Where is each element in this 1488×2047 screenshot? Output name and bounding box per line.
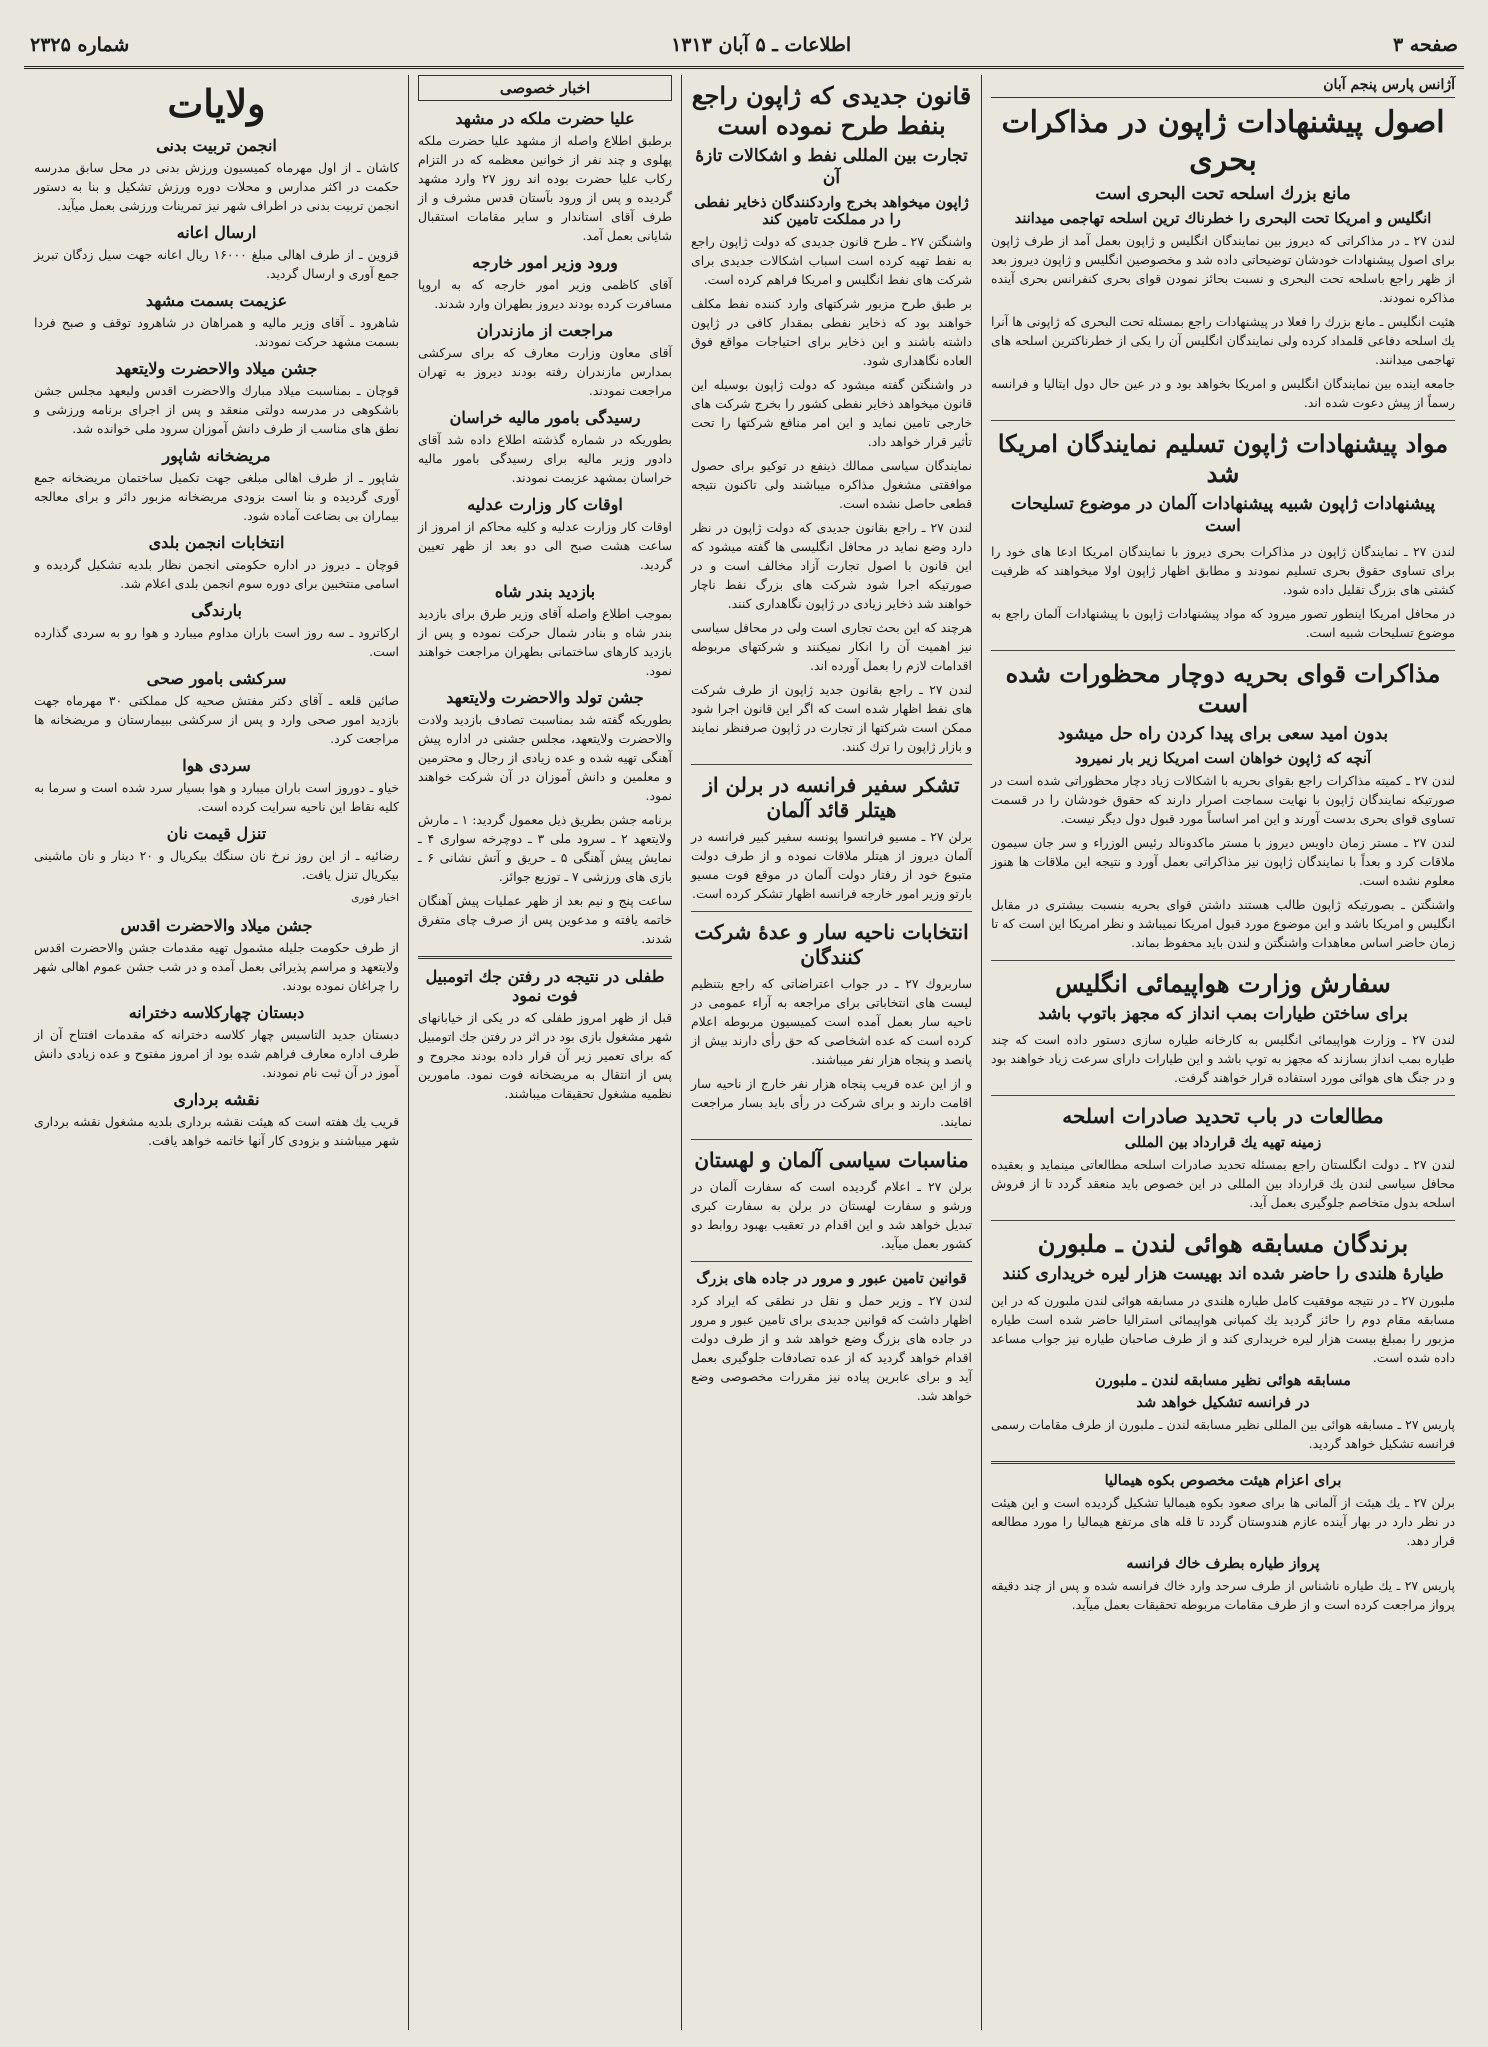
news-title: ورود وزیر امور خارجه bbox=[472, 253, 618, 272]
columns bbox=[24, 75, 1464, 2030]
divider bbox=[991, 1220, 1455, 1221]
column-provinces bbox=[25, 75, 409, 2030]
article-paragraph: و از این عده قریب پنجاه هزار نفر خارج از ناحیه سار اقامت دارند و برای شرکت در رأی باید بسار مراجعت نمایند. bbox=[691, 1076, 972, 1130]
article-subheadline: زمینه تهیه یك قرارداد بین المللی bbox=[1124, 1134, 1322, 1152]
news-paragraph: بطوریکه گفته شد بمناسبت تصادف بازدید ولادت والاحضرت ولایتعهد، مجلس جشنی در اداره پیش آهنگی تهیه شده و عده زیادی از رجال و محترمین و معلمین و دانش آموزان در آن شرکت خواهند نمود. bbox=[418, 712, 672, 803]
news-paragraph: قوچان ـ بمناسبت میلاد مبارك والاحضرت اقدس ولیعهد مجلس جشن باشکوهی در مدرسه دولتی منعقد و پس از اجرای برنامه ورزشی و نطق های مناسب از طرف دانش آموزان سرود ملی خوانده شد. bbox=[34, 383, 399, 436]
article-headline: برندگان مسابقه هوائی لندن ـ ملبورن bbox=[1037, 1229, 1409, 1259]
news-paragraph: آقای کاظمی وزیر امور خارجه که به اروپا مسافرت کرده بودند دیروز بطهران وارد شدند. bbox=[418, 277, 672, 311]
news-paragraph: رضائیه ـ از این روز نرخ نان سنگك بیکریال و ۲۰ دینار و نان ماشینی بیکریال تنزل یافت. bbox=[34, 848, 399, 882]
column-japan-oil bbox=[682, 75, 982, 2030]
article-paragraph: واشنگتن ۲۷ ـ طرح قانون جدیدی که دولت ژاپون راجع به نفط تهیه کرده است اسباب اشکالات جدیدی برای شرکت های نفط انگلیس و امریکا فراهم کرده است. bbox=[691, 234, 973, 288]
news-title: علیا حضرت ملکه در مشهد bbox=[455, 109, 635, 128]
news-title: مریضخانه شاپور bbox=[162, 446, 271, 465]
article-paragraph: برلن ۲۷ ـ اعلام گردیده است که سفارت آلمان در ورشو و سفارت لهستان در برلن به سفارت کبری تبدیل خواهد شد و این اقدام در تعقیب بهبود روابط دو کشور بعمل میآید. bbox=[691, 1179, 972, 1252]
article-paragraph: برلن ۲۷ ـ مسیو فرانسوا پونسه سفیر کبیر فرانسه در آلمان دیروز از هیتلر ملاقات نموده و از طرف دولت متبوع خود از رفتار دولت آلمان در موقع فوت مسیو بارتو وزیر امور خارجه فرانسه اظهار تشکر کرده است. bbox=[691, 829, 972, 902]
divider bbox=[991, 1461, 1455, 1464]
news-paragraph: از طرف حکومت جلیله مشمول تهیه مقدمات جشن والاحضرت اقدس ولایتعهد و مراسم پذیرائی بعمل آمده و در شب جشن عموم اهالی شهر را چراغان نموده بودند. bbox=[34, 940, 399, 993]
agency-line: آژانس پارس پنجم آبان bbox=[991, 75, 1455, 98]
article-subheadline: بدون امید سعی برای پیدا کردن راه حل میشود bbox=[1057, 724, 1389, 745]
section-title: ولایات bbox=[167, 81, 266, 126]
divider bbox=[418, 956, 672, 959]
news-title: جشن میلاد والاحضرت اقدس bbox=[120, 916, 313, 935]
news-title: جشن تولد والاحضرت ولایتعهد bbox=[446, 688, 644, 707]
article-headline: مذاکرات قوای بحریه دوچار محظورات شده است bbox=[1005, 659, 1441, 719]
paper-date: اطلاعات ـ ۵ آبان ۱۳۱۳ bbox=[671, 34, 852, 56]
article-headline: انتخابات ناحیه سار و عدهٔ شرکت کنندگان bbox=[694, 920, 969, 970]
news-title: دبستان چهارکلاسه دخترانه bbox=[128, 1003, 305, 1022]
divider bbox=[691, 911, 972, 912]
article-paragraph: لندن ۲۷ ـ نمایندگان ژاپون در مذاکرات بحری دیروز با نمایندگان امریکا ادعا های خود را برای تساوی حقوق بحری تسلیم نمودند و مطابق اظهار ژاپون اولا میخواهند که ظرفیت کشتی های بزرگ تقلیل داده شود. bbox=[991, 544, 1455, 598]
divider bbox=[991, 960, 1455, 961]
news-title: مراجعت از مازندران bbox=[476, 321, 614, 340]
news-title: ارسال اعانه bbox=[176, 223, 257, 242]
article-subheadline: تجارت بین المللی نفط و اشکالات تازهٔ آن bbox=[695, 146, 968, 189]
divider bbox=[991, 420, 1455, 421]
news-paragraph: برنامه جشن بطریق ذیل معمول گردید: ۱ ـ مارش ولایتعهد ۲ ـ سرود ملی ۳ ـ دوچرخه سواری ۴ ـ نمایش پیش آهنگی ۵ ـ حریق و آتش نشانی ۶ ـ بازی های ورزشی ۷ ـ توزیع جوائز. bbox=[418, 812, 673, 884]
column-private-news bbox=[409, 75, 682, 2030]
article-headline: مطالعات در باب تحدید صادرات اسلحه bbox=[1062, 1104, 1384, 1129]
article-headline: تشکر سفیر فرانسه در برلن از هیتلر قائد آلمان bbox=[703, 773, 960, 823]
issue-number: شماره ۲۳۲۵ bbox=[30, 34, 130, 56]
news-paragraph: شاهرود ـ آقای وزیر مالیه و همراهان در شاهرود توقف و صبح فردا بسمت مشهد حرکت نمودند. bbox=[34, 315, 399, 349]
news-paragraph: قزوین ـ از طرف اهالی مبلغ ۱۶۰۰۰ ریال اعانه جهت سیل زدگان تبریز جمع آوری و ارسال گردید. bbox=[34, 247, 399, 281]
article-paragraph: پاریس ۲۷ ـ یك طیاره ناشناس از طرف سرحد وارد خاك فرانسه شده و پس از چند دقیقه پرواز مراجعت کرده است و از طرف مقامات مربوطه تحقیقات بعمل میآید. bbox=[991, 1577, 1455, 1612]
divider bbox=[691, 1139, 972, 1140]
article-paragraph: در واشنگتن گفته میشود که دولت ژاپون بوسیله این قانون میخواهد ذخایر نفطی کشور را بخرج شرکت های خارجی تامین نماید و این امر منافع شرکتها را تحت تأثیر قرار خواهد داد. bbox=[691, 377, 972, 450]
article-subheadline: ژاپون میخواهد بخرج واردکنندگان ذخایر نفطی را در مملکت تامین کند bbox=[694, 194, 969, 229]
article-subheadline: برای ساختن طیارات بمب انداز که مجهز باتوپ باشد bbox=[1038, 1004, 1408, 1025]
news-title: جشن میلاد والاحضرت ولایتعهد bbox=[115, 359, 318, 378]
news-paragraph: آقای معاون وزارت معارف که برای سرکشی بمدارس مازندران رفته بودند دیروز به تهران مراجعت نمودند. bbox=[418, 345, 672, 398]
article-paragraph: بر طبق طرح مزبور شرکتهای وارد کننده نفط مکلف خواهند بود که ذخایر نفطی بمقدار کافی در ژاپون داشته باشند و این ذخایر برای احتیاجات مواقع فوق العاده نگاهداری شود. bbox=[691, 296, 972, 369]
page-number-label: صفحه ۳ bbox=[1392, 34, 1458, 56]
news-title: عزیمت بسمت مشهد bbox=[145, 291, 288, 310]
article-paragraph: واشنگتن ـ بصورتیکه ژاپون طالب هستند داشتن قوای بحریه بنسبت بیشتری در مقابل انگلیس و امریکا باشد و این موضوع مورد قبول امریکا نمیباشد و نظر امریکا این است که تا زمان حاضر اساس معاهدات واشنگتن و لندن باید محفوظ بماند. bbox=[991, 897, 1455, 951]
news-title: انتخابات انجمن بلدی bbox=[148, 533, 285, 552]
news-title: رسیدگی بامور مالیه خراسان bbox=[449, 408, 641, 427]
article-paragraph: لندن ۲۷ ـ راجع بقانون جدیدی که دولت ژاپون در نظر دارد وضع نماید در محافل انگلیسی ها گفته میشود که این قانون با اصول تجارت آزاد مخالف است و در صورتیکه اجرا شود شرکت های بزرگ نفط ناچار خواهند شد ذخایر زیادی در ژاپون نگاهداری کنند. bbox=[691, 520, 972, 612]
news-title: سرکشی بامور صحی bbox=[146, 669, 287, 688]
small-note: اخبار فوری bbox=[351, 892, 399, 904]
article-headline: سفارش وزارت هواپیمائی انگلیس bbox=[1055, 969, 1391, 999]
news-paragraph: دبستان جدید التاسیس چهار کلاسه دخترانه که مقدمات افتتاح آن از طرف اداره معارف فراهم شده بود از امروز مفتوح و عده زیادی دانش آموز در آن ثبت نام نمودند. bbox=[34, 1027, 399, 1080]
news-paragraph: بموجب اطلاع واصله آقای وزیر طرق برای بازدید بندر شاه و بنادر شمال حرکت نموده و پس از بازدید کارهای ساختمانی بطهران مراجعت خواهند نمود. bbox=[418, 606, 672, 678]
news-paragraph: صائین قلعه ـ آقای دکتر مفتش صحیه کل مملکتی ۳۰ مهرماه جهت بازدید امور صحی وارد و پس از سرکشی ببیمارستان و مریضخانه ها مراجعت کرد. bbox=[34, 693, 399, 746]
page-header bbox=[24, 28, 1464, 69]
article-paragraph: در محافل امریکا اینطور تصور میرود که مواد پیشنهادات ژاپون با پیشنهادات آلمان راجع به موضوع تسلیحات شبیه است. bbox=[991, 606, 1455, 641]
article-paragraph: لندن ۲۷ ـ کمیته مذاکرات راجع بقوای بحریه با اشکالات زیاد دچار محظوراتی شده است در صورتیکه نمایندگان ژاپون با نهایت سماجت اصرار دارند که حقوق خودشان را در قسمت تساوی قوای بحری بدست آورند و این امر اساساً مورد قبول دول دیگر نیست. bbox=[991, 773, 1455, 827]
news-paragraph: خیاو ـ دوروز است باران میبارد و هوا بسیار سرد شده است و سرما به کلیه نقاط این ناحیه سرایت کرده است. bbox=[34, 780, 399, 814]
news-paragraph: بطوریکه در شماره گذشته اطلاع داده شد آقای دادور وزیر مالیه برای رسیدگی بامور مالیه خراسان بمشهد عزیمت نمودند. bbox=[418, 432, 672, 485]
article-paragraph: برلن ۲۷ ـ یك هیئت از آلمانی ها برای صعود بکوه هیمالیا تشکیل گردیده است و این هیئت در نظر دارد در بهار آینده عازم هندوستان گردد تا قله های مرتفع هیمالیا را مورد مطالعه قرار دهد. bbox=[991, 1494, 1456, 1548]
article-headline: اصول پیشنهادات ژاپون در مذاکرات بحری bbox=[1001, 105, 1445, 178]
article-paragraph: لندن ۲۷ ـ وزارت هواپیمائی انگلیس به کارخانه طیاره سازی دستور داده است که چند طیاره بمب انداز بسازند که مجهز به توپ باشد و این طیارات دارای سرعت زیاد خواهند بود و در جنگ های هوائی مورد استفاده قرار خواهند گرفت. bbox=[991, 1032, 1455, 1086]
article-subheadline: آنچه که ژاپون خواهان است امریکا زیر بار نمیرود bbox=[1074, 750, 1372, 768]
article-headline: قانون جدیدی که ژاپون راجع بنفط طرح نموده است bbox=[691, 81, 972, 140]
news-paragraph: اوقات کار وزارت عدلیه و کلیه محاکم از امروز از ساعت هشت صبح الی دو بعد از ظهر تعیین گردید. bbox=[418, 519, 672, 572]
news-title: نقشه برداری bbox=[173, 1090, 260, 1109]
section-title: اخبار خصوصی bbox=[418, 75, 672, 101]
article-subheadline: در فرانسه تشکیل خواهد شد bbox=[1136, 1393, 1310, 1411]
news-title: سردی هوا bbox=[182, 756, 251, 775]
news-paragraph: قبل از ظهر امروز طفلی که در یکی از خیابانهای شهر مشغول بازی بود در اثر در رفتن جك اتومبیل که برای تعمیر زیر آن قرار داده بودند مجروح و پس از انتقال به مریضخانه فوت نمود. مامورین نظمیه مشغول تحقیقات میباشند. bbox=[418, 1010, 672, 1101]
article-subheadline: مسابقه هوائی نظیر مسابقه لندن ـ ملبورن bbox=[1095, 1371, 1351, 1389]
article-paragraph: نمایندگان سیاسی ممالك ذینفع در توکیو برای حصول موافقتی مشغول مذاکره میباشند ولی تاکنون نتیجه قطعی حاصل نشده است. bbox=[691, 458, 972, 512]
article-paragraph: لندن ۲۷ ـ وزیر حمل و نقل در نطقی که ایراد کرد اظهار داشت که قوانین جدیدی برای تامین عبور و مرور در جاده های بزرگ وضع خواهد شد و از طرف دولت اقدام خواهد گردید که از عده تصادفات جلوگیری بعمل آید و برای عابرین پیاده نیز مقررات مخصوصی وضع خواهد شد. bbox=[691, 1293, 972, 1404]
news-title: بارندگی bbox=[191, 601, 242, 620]
article-paragraph: جامعه اینده بین نمایندگان انگلیس و امریکا بخواهد بود و در عین حال دول ایتالیا و فرانسه رسماً از پیش دعوت شده اند. bbox=[991, 376, 1455, 411]
divider bbox=[691, 764, 972, 765]
article-paragraph: ملبورن ۲۷ ـ در نتیجه موفقیت کامل طیاره هلندی در مسابقه هوائی لندن ملبورن که در این مسابقه مقام دوم را حائز گردید یك کمپانی هواپیمائی استرالیا حاضر شده است طیاره مزبور را بمبلغ بیست هزار لیره خریداری کند و از طرف صاحبان طیاره نیز جواب مساعد داده شده است. bbox=[991, 1292, 1455, 1365]
divider bbox=[691, 1261, 972, 1262]
column-foreign-news bbox=[982, 75, 1464, 2030]
article-subheadline: انگلیس و امریکا تحت البحری را خطرناك ترین اسلحه تهاجمی میدانند bbox=[1014, 210, 1432, 228]
divider bbox=[991, 1095, 1455, 1096]
article-subheadline: مانع بزرك اسلحه تحت البحری است bbox=[1095, 184, 1351, 204]
news-paragraph: قریب یك هفته است که هیئت نقشه برداری بلدیه مشغول نقشه برداری شهر میباشند و بزودی کار آنها خاتمه خواهد یافت. bbox=[34, 1114, 399, 1148]
news-paragraph: شاپور ـ از طرف اهالی مبلغی جهت تکمیل ساختمان مریضخانه جمع آوری گردیده و بنا است بزودی مریضخانه مزبور دائر و برای معالجه بیماران بی بضاعت آماده شود. bbox=[34, 470, 399, 523]
article-paragraph: ساربروك ۲۷ ـ در جواب اعتراضاتی که راجع بتنظیم لیست های انتخاباتی برای مراجعه به آراء عمومی در ناحیه سار بعمل آمده است کمیسیون مربوطه اعلام کرده است که عده اشخاصی که حق رأی دارند بیش از پانصد و پنجاه هزار نفر میباشند. bbox=[691, 976, 973, 1068]
article-headline: پرواز طیاره بطرف خاك فرانسه bbox=[1126, 1554, 1320, 1572]
news-paragraph: ارکاترود ـ سه روز است باران مداوم میبارد و هوا رو به سردی گذارده است. bbox=[34, 625, 399, 659]
article-headline: قوانین تامین عبور و مرور در جاده های بزرگ bbox=[696, 1270, 967, 1288]
article-paragraph: هرچند که این بحث تجاری است ولی در محافل سیاسی نیز اهمیت آن را انکار نمیکنند و شرکتهای مربوطه اقدامات لازم را بعمل آورده اند. bbox=[691, 620, 972, 674]
article-paragraph: هئیت انگلیس ـ مانع بزرك را فعلا در پیشنهادات راجع بمسئله تحت البحری که ژاپونی ها آنرا یك اسلحه دفاعی قلمداد کرده ولی نمایندگان انگلیس آن را یکی از خطرناکترین اسلحه های تهاجمی میدانند. bbox=[991, 314, 1455, 368]
news-paragraph: کاشان ـ از اول مهرماه کمیسیون ورزش بدنی در محل سابق مدرسه حکمت در اکثر مدارس و محلات دوره ورزش تشکیل و بنا به دستور انجمن تربیت بدنی در اطراف شهر نیز تمرینات ورزشی بعمل میآید. bbox=[34, 160, 399, 213]
news-title: اوقات کار وزارت عدلیه bbox=[467, 495, 623, 514]
divider bbox=[991, 650, 1455, 651]
article-subheadline: طیارهٔ هلندی را حاضر شده اند بهیست هزار لیره خریداری کنند bbox=[1002, 1264, 1444, 1285]
news-title: طفلی در نتیجه در رفتن جك اتومبیل فوت نمود bbox=[425, 967, 665, 1005]
news-title: بازدید بندر شاه bbox=[494, 582, 596, 601]
article-paragraph: پاریس ۲۷ ـ مسابقه هوائی بین المللی نظیر مسابقه لندن ـ ملبورن از طرف مقامات رسمی فرانسه تشکیل خواهد گردید. bbox=[991, 1416, 1455, 1451]
article-paragraph: لندن ۲۷ ـ راجع بقانون جدید ژاپون از طرف شرکت های نفط اظهار شده است که اگر این قانون اجرا شود ممکن است شرکتها از تجارت در ژاپون صرفنظر نمایند و بازار ژاپون را ترك کنند. bbox=[691, 682, 972, 755]
article-subheadline: پیشنهادات ژاپون شبیه پیشنهادات آلمان در موضوع تسلیحات است bbox=[1010, 494, 1436, 537]
article-paragraph: لندن ۲۷ ـ دولت انگلستان راجع بمسئله تحدید صادرات اسلحه مطالعاتی مینماید و بعقیده محافل سیاسی لندن یك قرارداد بین المللی در این خصوص باید منعقد گردد تا از فروش اسلحه بدول متخاصم جلوگیری بعمل آید. bbox=[991, 1157, 1455, 1211]
article-paragraph: لندن ۲۷ ـ در مذاکراتی که دیروز بین نمایندگان انگلیس و ژاپون بعمل آمد از طرف ژاپون برای اصول پیشنهادات خودشان توضیحاتی داده شد و مخصوصین انگلیس و ژاپون دیروز بعد از ظهر راجع باسلحه تحت البحری و نسبت بحائز نمودن قوای بحری کنفرانس بحری آینده مذاکره نمودند. bbox=[991, 233, 1455, 306]
news-paragraph: ساعت پنج و نیم بعد از ظهر عملیات پیش آهنگان خاتمه یافته و مدعوین پس از صرف چای متفرق شدند. bbox=[418, 893, 672, 946]
article-headline: برای اعزام هیئت مخصوص بکوه هیمالیا bbox=[1104, 1471, 1342, 1489]
news-paragraph: قوچان ـ دیروز در اداره حکومتی انجمن نظار بلدیه تشکیل گردیده و اسامی منتخبین برای دوره سوم انجمن بلدی اعلام شد. bbox=[34, 557, 399, 591]
article-paragraph: لندن ۲۷ ـ مستر زمان داویس دیروز با مستر ماکدونالد رئیس الوزراء و سر جان سیمون ملاقات کرد و بعداً با نمایندگان ژاپون نیز مذاکراتی بعمل آورد و نتیجه این ملاقات ها هنوز معلوم نشده است. bbox=[991, 835, 1455, 889]
news-paragraph: برطبق اطلاع واصله از مشهد علیا حضرت ملکه پهلوی و چند نفر از خوانین معظمه که در التزام رکاب علیا حضرت بوده اند روز ۲۷ وارد مشهد گردیده و پس از ورود بآستان قدس مشرف و از طرف آقای استاندار و سایر مقامات استقبال شایانی بعمل آمد. bbox=[418, 133, 672, 243]
news-title: انجمن تربیت بدنی bbox=[156, 136, 277, 155]
article-headline: مواد پیشنهادات ژاپون تسلیم نمایندگان امریکا شد bbox=[997, 429, 1449, 489]
article-headline: مناسبات سیاسی آلمان و لهستان bbox=[694, 1148, 969, 1173]
news-title: تنزل قیمت نان bbox=[166, 824, 267, 843]
